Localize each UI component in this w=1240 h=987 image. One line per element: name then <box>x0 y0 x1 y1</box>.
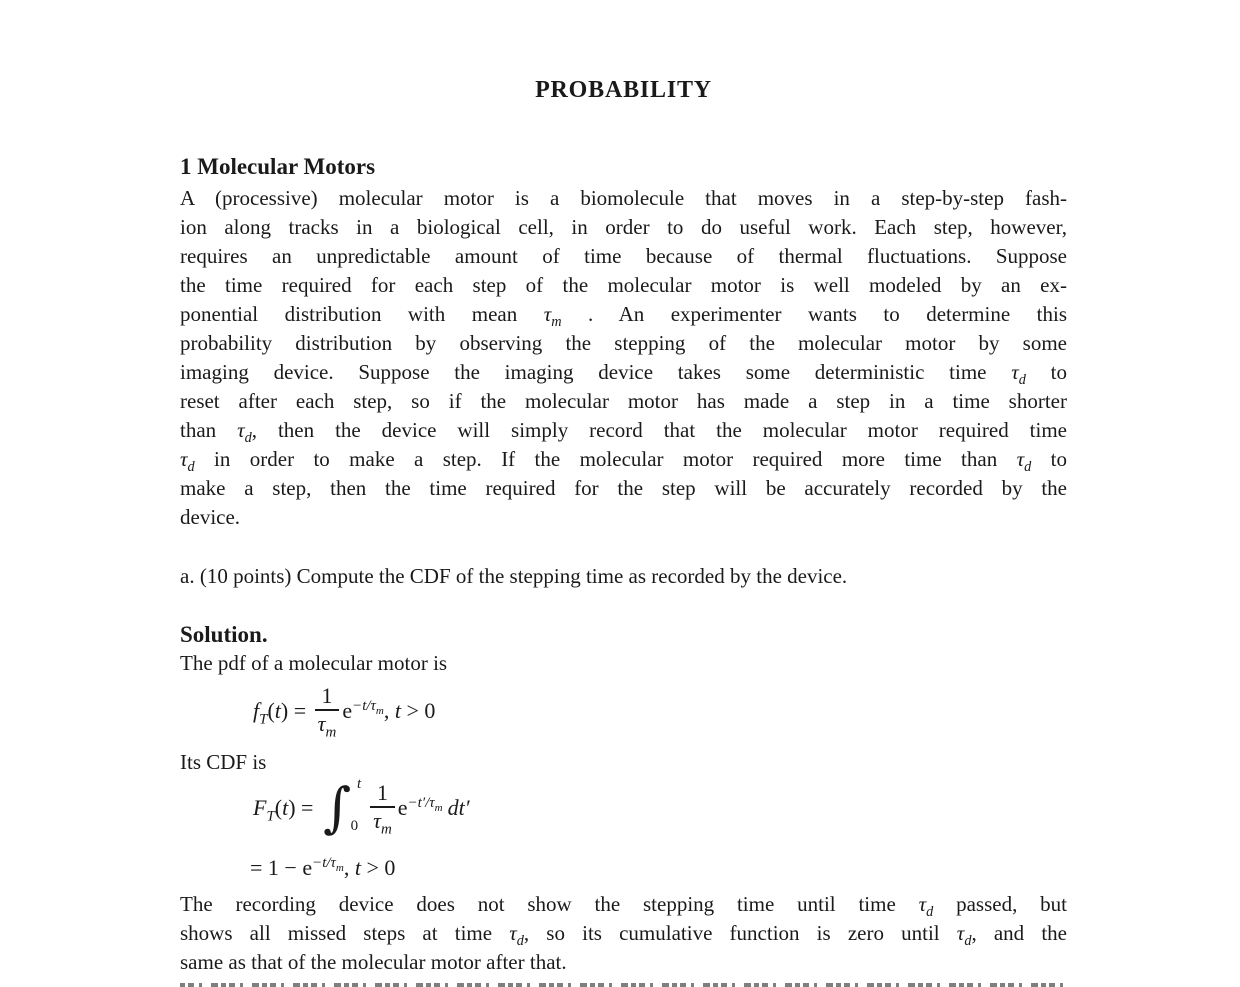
fraction-numerator: 1 <box>321 683 333 708</box>
integral-upper-limit: t <box>356 776 362 793</box>
exponent-text: −t/τ <box>352 697 376 714</box>
fraction <box>370 780 395 838</box>
math-tau: $\tau_m$ <box>543 302 562 329</box>
math-condition: > 0 <box>361 855 396 881</box>
text-segment: probability distribution by observing the stepping of the molecular motor by some <box>180 331 1067 355</box>
text-segment: requires an unpredictable amount of time because of thermal fluctuations. Suppose <box>180 244 1067 268</box>
math-tau: $\tau_d$ <box>237 418 252 445</box>
math-e: e <box>397 795 408 821</box>
math-tau: $\tau_d$ <box>918 892 934 920</box>
math-variable: t <box>394 698 401 724</box>
text-line <box>180 242 1067 271</box>
text-segment: A (processive) molecular motor is a biomolecule that moves in a step-by-step fash- <box>180 186 1067 210</box>
text-line <box>180 358 1067 387</box>
math-exponent <box>407 794 443 814</box>
math-variable: t <box>354 855 361 881</box>
text-segment: , then the device will simply record that the molecular motor required time <box>251 418 1067 442</box>
cdf-integral-equation <box>253 776 1067 840</box>
text-segment: than <box>180 418 238 442</box>
math-paren: ( <box>274 795 283 821</box>
math-equals: = 1 − <box>250 855 303 881</box>
fraction-numerator: 1 <box>376 780 388 806</box>
text-segment: imaging device. Suppose the imaging device takes some deterministic time <box>180 360 1012 384</box>
math-subscript: T <box>266 808 275 825</box>
text-line <box>180 184 1067 213</box>
math-tau: τ <box>317 710 326 736</box>
math-function: f <box>253 698 260 724</box>
question-a <box>180 562 1067 591</box>
math-subscript: d <box>244 430 252 445</box>
fraction-denominator <box>315 710 340 741</box>
exponent-text: −t′/τ <box>407 794 435 811</box>
text-line <box>180 919 1067 948</box>
text-line <box>180 948 1067 977</box>
text-line <box>180 890 1067 919</box>
clipped-next-line <box>180 983 1067 987</box>
text-segment: , so its cumulative function is zero until <box>523 921 957 946</box>
text-segment: in order to make a step. If the molecular motor required more time than <box>194 447 1017 471</box>
document-page <box>180 0 1067 977</box>
text-segment: reset after each step, so if the molecular motor has made a step in a time shorter <box>180 389 1067 413</box>
cdf-result-equation <box>250 853 1067 882</box>
page-title: PROBABILITY <box>535 77 712 103</box>
text-line <box>180 271 1067 300</box>
math-subscript: d <box>1024 459 1032 474</box>
text-segment: ponential distribution with mean <box>180 302 544 326</box>
text-segment: . An experimenter wants to determine this <box>561 302 1067 326</box>
closing-paragraph <box>180 890 1067 977</box>
fraction-denominator <box>370 807 395 838</box>
text-segment: the time required for each step of the molecular motor is well modeled by an ex- <box>180 273 1067 297</box>
text-segment: a. (10 points) Compute the CDF of the stepping time as recorded by the device. <box>180 564 848 588</box>
math-e: e <box>302 855 313 881</box>
math-tau: $\tau_d$ <box>180 447 195 474</box>
integral-sign: ∫ <box>322 776 352 840</box>
math-paren: ( <box>267 698 275 724</box>
math-tau: $\tau_d$ <box>956 921 972 949</box>
math-subscript: m <box>325 724 337 741</box>
solution-heading: Solution. <box>180 622 268 647</box>
text-segment: , and the <box>971 921 1067 946</box>
math-tau: $\tau_d$ <box>1016 447 1032 474</box>
exponent-subscript: m <box>375 704 384 717</box>
text-line <box>180 300 1067 329</box>
integral-lower-limit: 0 <box>350 818 359 835</box>
math-subscript: m <box>380 821 392 838</box>
math-subscript: d <box>926 904 934 920</box>
problem-statement <box>180 184 1067 532</box>
text-segment: same as that of the molecular motor after that. <box>180 950 567 975</box>
cdf-intro: Its CDF is <box>180 750 267 775</box>
math-tau: $\tau_d$ <box>509 921 524 949</box>
text-segment: to <box>1031 447 1067 471</box>
exponent-text: −t/τ <box>312 854 336 871</box>
math-subscript: d <box>187 459 195 474</box>
pdf-intro: The pdf of a molecular motor is <box>180 651 448 675</box>
math-e: e <box>342 698 353 724</box>
math-subscript: m <box>551 314 562 329</box>
text-segment: device. <box>180 505 241 529</box>
text-segment: passed, but <box>933 892 1067 917</box>
section-heading: 1 Molecular Motors <box>180 154 376 179</box>
text-line <box>180 474 1067 503</box>
text-line <box>180 445 1067 474</box>
fraction <box>315 683 340 741</box>
math-subscript: d <box>1018 372 1026 387</box>
math-comma: , <box>343 855 355 881</box>
text-segment: shows all missed steps at time <box>180 921 510 946</box>
math-equals: ) = <box>288 795 319 821</box>
math-variable: t <box>274 698 281 724</box>
math-exponent <box>352 697 384 717</box>
math-tau: $\tau_d$ <box>1011 360 1026 387</box>
text-line <box>180 416 1067 445</box>
math-differential: dt′ <box>447 795 470 821</box>
pdf-equation <box>253 683 1067 741</box>
math-subscript: T <box>259 711 268 728</box>
exponent-subscript: m <box>335 861 344 874</box>
text-segment: to <box>1025 360 1067 384</box>
text-segment: make a step, then the time required for the step will be accurately recorded by the <box>180 476 1067 500</box>
math-equals: ) = <box>280 698 312 724</box>
exponent-subscript: m <box>434 801 443 814</box>
math-function: F <box>253 795 267 821</box>
math-condition: > 0 <box>401 698 436 724</box>
text-segment: The recording device does not show the stepping time until time <box>180 892 919 917</box>
text-line <box>180 503 1067 532</box>
text-line <box>180 213 1067 242</box>
text-line <box>180 387 1067 416</box>
math-comma: , <box>383 698 395 724</box>
text-segment: ion along tracks in a biological cell, in order to do useful work. Each step, however, <box>180 215 1067 239</box>
math-subscript: d <box>516 933 524 949</box>
text-line <box>180 562 1067 591</box>
integral <box>322 776 362 840</box>
math-subscript: d <box>964 933 972 949</box>
math-tau: τ <box>373 807 381 833</box>
math-variable: t <box>282 795 289 821</box>
text-line <box>180 329 1067 358</box>
math-exponent <box>312 854 344 874</box>
